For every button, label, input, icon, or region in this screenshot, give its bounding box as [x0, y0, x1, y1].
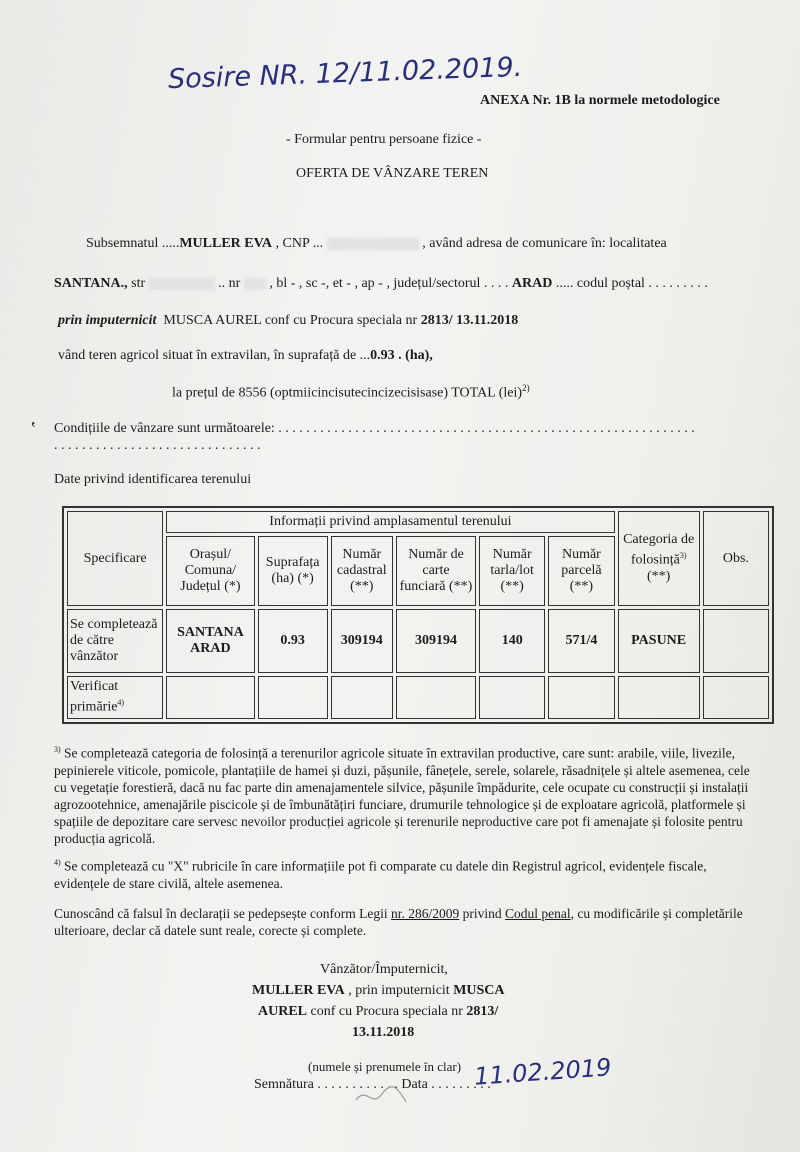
row-label-city-hall: [67, 676, 163, 719]
declaration-start: Cunoscând că falsul în declarații se pedepsește conform Legii: [54, 906, 392, 921]
row-label-footnote: 4): [117, 698, 125, 708]
signature-proxy-surname: MUSCA: [453, 983, 505, 998]
cell-category: PASUNE: [618, 609, 700, 673]
cell-location: SANTANA ARAD: [166, 609, 254, 673]
price-text: la prețul de 8556 (optmiicincisutecincizecisisase) TOTAL (lei): [172, 385, 523, 401]
cell-empty: [548, 676, 614, 719]
header-category: [618, 511, 700, 606]
sale-area-line: [58, 348, 433, 364]
address-fields: , bl - , sc -, et - , ap - , județul/sectorul . . . .: [265, 276, 512, 291]
header-obs: Obs.: [703, 511, 769, 606]
footnote-3-marker: 3): [54, 745, 61, 754]
margin-mark: ‛: [30, 418, 37, 440]
law-reference: nr. 286/2009: [391, 906, 460, 921]
cell-empty: [479, 676, 545, 719]
header-category-footnote: 3): [679, 551, 687, 561]
number-label: .. nr: [214, 276, 244, 291]
cell-plot: 140: [479, 609, 545, 673]
cell-empty: [258, 676, 328, 719]
row-label-city-hall-text: Verificat primărie: [70, 679, 119, 715]
signature-line-1: [252, 983, 505, 999]
cell-area: 0.93: [258, 609, 328, 673]
address-line: [54, 276, 708, 292]
cnp-label: , CNP ...: [272, 236, 327, 251]
postal-code-label: ..... codul poștal . . . . . . . . .: [552, 276, 708, 291]
footnote-4-text: Se completează cu "X" rubricile în care informațiile pot fi comparate cu datele din Registrul agricol, evidențele fiscale, evidențele de stare civilă, altele asemenea.: [54, 858, 707, 891]
signature-date-line: Semnătura . . . . . . . . . . . . Data . . . . . . . . .: [254, 1077, 491, 1092]
signature-seller: MULLER EVA: [252, 983, 345, 998]
row-label-seller: Se completează de către vânzător: [67, 609, 163, 673]
header-area: Suprafața (ha) (*): [258, 536, 328, 606]
form-type: - Formular pentru persoane fizice -: [286, 132, 482, 147]
header-cadastral: Număr cadastral (**): [331, 536, 393, 606]
signature-line-2: [258, 1004, 498, 1020]
header-plot: Număr tarla/lot (**): [479, 536, 545, 606]
header-specificare: Specificare: [67, 511, 163, 606]
street-label: str: [127, 276, 149, 291]
cell-empty: [618, 676, 700, 719]
signature-attorney-number: 2813/: [466, 1004, 499, 1019]
header-parcel: Număr parcelă (**): [548, 536, 614, 606]
conditions-continuation: . . . . . . . . . . . . . . . . . . . . . . . . . . . . . .: [54, 438, 261, 453]
land-identification-table: [62, 506, 774, 724]
table-row: [67, 609, 769, 673]
seller-name: MULLER EVA: [179, 236, 273, 251]
footnote-4: [54, 854, 750, 892]
document-title: OFERTA DE VÂNZARE TEREN: [296, 166, 489, 181]
header-location: Orașul/ Comuna/ Județul (*): [166, 536, 254, 606]
county: ARAD: [511, 276, 553, 291]
header-category-label: Categoria de folosință: [623, 532, 695, 568]
cell-obs: [703, 609, 769, 673]
signature-attorney-label: conf cu Procura speciala nr: [307, 1004, 467, 1019]
table-row: [67, 676, 769, 719]
cell-empty: [703, 676, 769, 719]
proxy-line: [58, 313, 518, 329]
price-line: [172, 383, 530, 402]
price-footnote: 2): [522, 383, 530, 393]
annex-label: ANEXA Nr. 1B la normele metodologice: [480, 93, 720, 108]
address-label: , având adresa de comunicare în: localitatea: [418, 236, 667, 251]
redacted-cnp: [327, 238, 419, 250]
declaration-middle: privind: [459, 906, 506, 921]
signature-scribble: [352, 1078, 412, 1114]
conditions-line: Condițiile de vânzare sunt următoarele: . . . . . . . . . . . . . . . . . . . . . . . . . . . . . . . . . . . . . . . . . . . . . . . . . . . . . . . . . . . .: [54, 421, 695, 436]
sale-area-value: 0.93 . (ha),: [370, 348, 433, 363]
proxy-name: MUSCA AUREL: [163, 313, 262, 328]
redacted-street: [149, 278, 215, 290]
signature-attorney-date: 13.11.2018: [352, 1025, 415, 1040]
signature-proxy-label: , prin imputernicit: [344, 983, 454, 998]
footnote-4-marker: 4): [54, 858, 61, 867]
cell-cadastral: 309194: [331, 609, 393, 673]
sale-area-label: vând teren agricol situat în extravilan, în suprafață de ...: [58, 348, 371, 363]
header-landbook: Număr de carte funciară (**): [396, 536, 476, 606]
cell-empty: [396, 676, 476, 719]
cell-landbook: 309194: [396, 609, 476, 673]
power-of-attorney-label: conf cu Procura speciala nr: [261, 313, 421, 328]
declaration: [54, 905, 750, 939]
signature-role: Vânzător/Împuternicit,: [320, 962, 448, 977]
footnote-3: [54, 741, 750, 847]
identification-heading: Date privind identificarea terenului: [54, 472, 252, 487]
redacted-number: [244, 278, 266, 290]
locality: SANTANA.,: [54, 276, 128, 291]
handwritten-registration-note: Sosire NR. 12/11.02.2019.: [167, 51, 523, 96]
seller-line: [86, 236, 667, 252]
name-hint: (numele și prenumele în clar): [308, 1059, 462, 1074]
proxy-label: prin imputernicit: [58, 313, 157, 328]
signature-proxy-firstname: AUREL: [258, 1004, 308, 1019]
code-reference: Codul penal: [505, 906, 571, 921]
cell-empty: [331, 676, 393, 719]
power-of-attorney-number: 2813/ 13.11.2018: [420, 313, 519, 328]
cell-empty: [166, 676, 254, 719]
footnote-3-text: Se completează categoria de folosință a terenurilor agricole situate în extravilan productive, care sunt: arabile, viile, livezile, pepinierele viticole, pomicole, plantațiile de hamei și duzi, pășunile, fânețele, serele, solarele, răsadnițele și altele asemenea, cele cu vegetație forestieră, dacă nu fac parte din amenajamentele silvice, pășunile împădurite, cele ocupate cu construcții și instalații agrozootehnice, amenajările piscicole și de îmbunătățiri funciare, drumurile tehnologice și de exploatare agricolă, platformele și spațiile de depozitare care servesc nevoilor producției agricole și terenurile neproductive care pot fi amenajate și folosite pentru producția agricolă.: [54, 745, 750, 846]
handwritten-date: 11.02.2019: [473, 1053, 613, 1091]
seller-prefix: Subsemnatul .....: [86, 236, 180, 251]
header-location-group: Informații privind amplasamentul terenului: [166, 511, 614, 533]
declaration-end: , cu modificările și completările ulterioare, declar că datele sunt reale, corecte și complete.: [54, 906, 743, 938]
cell-parcel: 571/4: [548, 609, 614, 673]
header-category-note: (**): [646, 568, 671, 584]
